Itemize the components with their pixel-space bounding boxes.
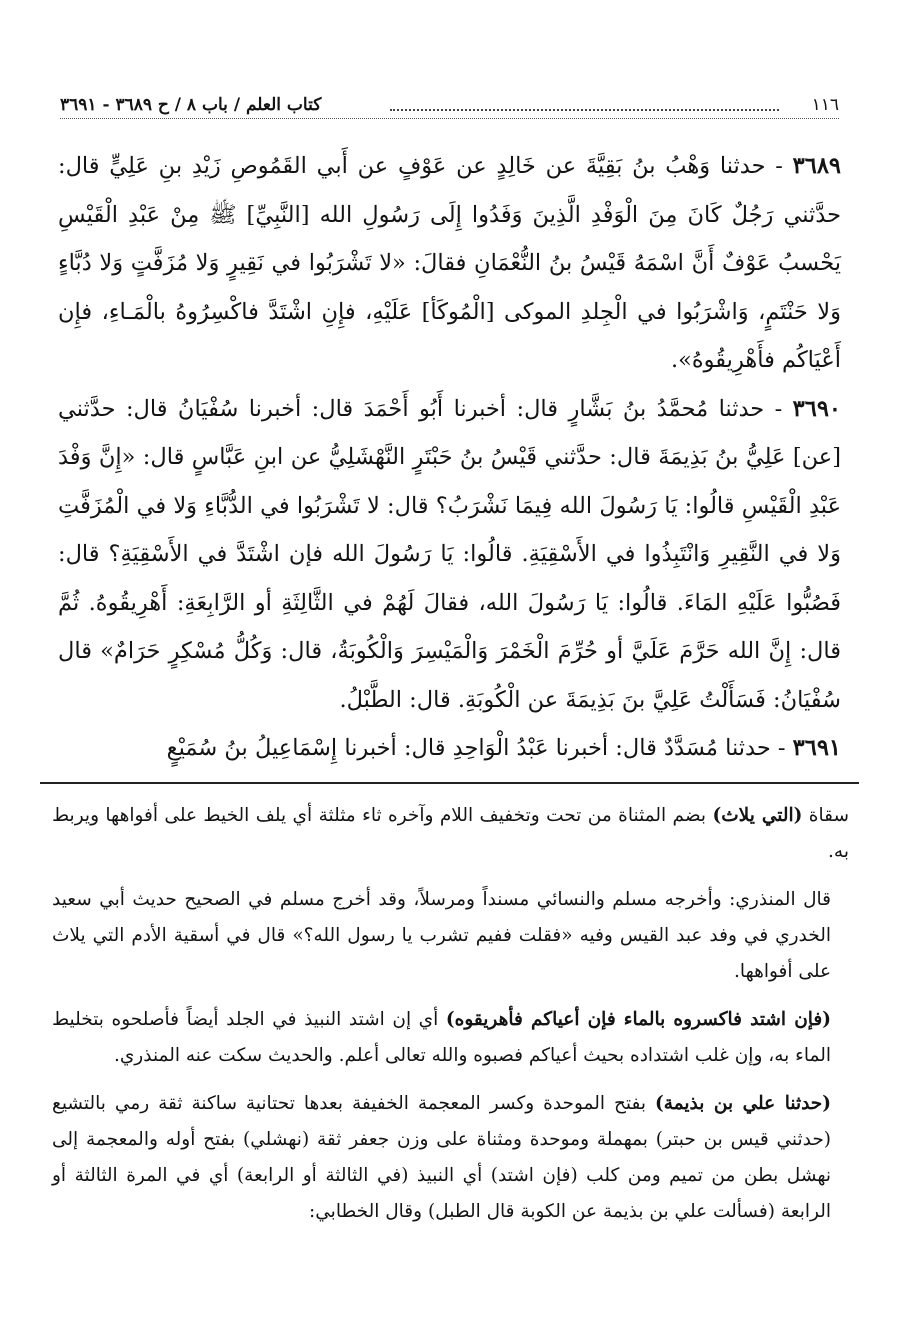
footnote-divider (40, 782, 859, 784)
hadith-paragraph (58, 385, 841, 725)
note-body: بضم المثناة من تحت وتخفيف اللام وآخره ثاء مثلثة أي يلف الخيط على أفواهها ويربط به. (52, 805, 849, 862)
note-lemma: (حدثنا علي بن بذيمة) (654, 1093, 831, 1114)
page-header (60, 92, 839, 119)
hadith-text (58, 142, 841, 773)
hadith-body: - حدثنا وَهْبُ بنُ بَقِيَّةَ عن خَالِدٍ عن عَوْفٍ عن أَبي القَمُوصِ زَيْدِ بنِ عَلِيٍّ قال: حدَّثني رَجُلٌ كَانَ مِنَ الْوَفْدِ الَّذِينَ وَفَدُوا إِلَى رَسُولِ الله [النَّبِيِّ] ﷺ مِنْ عَبْدِ الْقَيْسِ يَحْسبُ عَوْفٌ أَنَّ اسْمَهُ قَيْسُ بنُ النُّعْمَانِ فقالَ: «لا تَشْرَبُوا في نَقِيرٍ وَلا مُزَفَّتٍ وَلا دُبَّاءٍ وَلا حَنْتَمٍ، وَاشْرَبُوا في الْجِلدِ الموكى [الْمُوكَأ] عَلَيْهِ، فإِنِ اشْتَدَّ فاكْسِرُوهُ بالْمَـاءِ، فإِن أَعْيَاكُم فأَهْرِيقُوهُ». (58, 153, 841, 373)
hadith-paragraph (58, 724, 841, 773)
note-paragraph (52, 882, 849, 990)
note-body: بفتح الموحدة وكسر المعجمة الخفيفة بعدها تحتانية ساكنة ثقة رمي بالتشيع (حدثني قيس بن حبتر) بمهملة وموحدة ومثناة على وزن جعفر ثقة (نهشلي) بفتح أوله والمعجمة إلى نهشل بطن من تميم ومن كلب (فإن اشتد) أي النبيذ (في الثالثة أو الرابعة) أي في المرة الثالثة أو الرابعة (فسألت علي بن بذيمة عن الكوبة قال الطبل) وقال الخطابي: (52, 1093, 831, 1222)
note-lemma: (فإن اشتد فاكسروه بالماء فإن أعياكم فأهريقوه) (445, 1009, 832, 1030)
note-paragraph (52, 1002, 849, 1074)
hadith-body: - حدثنا مُحمَّدُ بنُ بَشَّارٍ قال: أخبرنا أَبُو أَحْمَدَ قال: أخبرنا سُفْيَانُ قال: حدَّثني [عن] عَلِيُّ بنُ بَذِيمَةَ قال: حدَّثني قَيْسُ بنُ حَبْتَرٍ النَّهْشَلِيُّ عن ابنِ عَبَّاسٍ قال: «إِنَّ وَفْدَ عَبْدِ الْقَيْسِ قالُوا: يَا رَسُولَ الله فِيمَا نَشْرَبُ؟ قال: لا تَشْرَبُوا في الدُّبَّاءِ وَلا في الْمُزَفَّتِ وَلا في النَّقِيرِ وَانْتَبِذُوا في الأَسْقِيَةِ. قالُوا: يَا رَسُولَ الله فإن اشْتَدَّ في الأَسْقِيَةِ؟ قال: فَصُبُّوا عَلَيْهِ المَاءَ. قالُوا: يَا رَسُولَ الله، فقالَ لَهُمْ في الثَّالِثَةِ أو الرَّابِعَةِ: أَهْرِيقُوهُ. ثُمَّ قال: إِنَّ الله حَرَّمَ عَلَيَّ أو حُرِّمَ الْخَمْرَ وَالْمَيْسِرَ وَالْكُوبَةُ، قال: وَكُلُّ مُسْكِرٍ حَرَامٌ» قال سُفْيَانُ: فَسَأَلْتُ عَلِيَّ بنَ بَذِيمَةَ عن الْكُوبَةِ. قال: الطَّبْلُ. (58, 395, 841, 713)
note-body: أي إن اشتد النبيذ في الجلد أيضاً فأصلحوه بتخليط الماء به، وإن غلب اشتداده بحيث أعياكم فصبوه والله تعالى أعلم. والحديث سكت عنه المنذري. (52, 1009, 831, 1066)
note-lemma: (التي يلاث) (712, 805, 803, 826)
hadith-number: ٣٦٨٩ (792, 153, 841, 179)
note-paragraph (52, 1086, 849, 1230)
hadith-body: - حدثنا مُسَدَّدٌ قال: أخبرنا عَبْدُ الْوَاحِدِ قال: أخبرنا إِسْمَاعِيلُ بنُ سُمَيْعٍ (166, 735, 786, 761)
note-prefix: سقاة (808, 805, 849, 826)
running-title: كتاب العلم / باب ٨ / ح ٣٦٨٩ - ٣٦٩١ (60, 95, 322, 115)
header-dotted-leader (390, 109, 779, 111)
hadith-number: ٣٦٩١ (792, 735, 841, 761)
hadith-paragraph (58, 142, 841, 385)
commentary-notes (52, 798, 849, 1242)
note-body: قال المنذري: وأخرجه مسلم والنسائي مسنداً ومرسلاً، وقد أخرج مسلم في الصحيح حديث أبي سعيد الخدري في وفد عبد القيس وفيه «فقلت ففيم تشرب يا رسول الله؟» قال في أسقية الأدم التي يلاث على أفواهها. (52, 889, 831, 982)
page-number: ١١٦ (811, 95, 839, 115)
note-paragraph (52, 798, 849, 870)
hadith-number: ٣٦٩٠ (792, 395, 842, 422)
